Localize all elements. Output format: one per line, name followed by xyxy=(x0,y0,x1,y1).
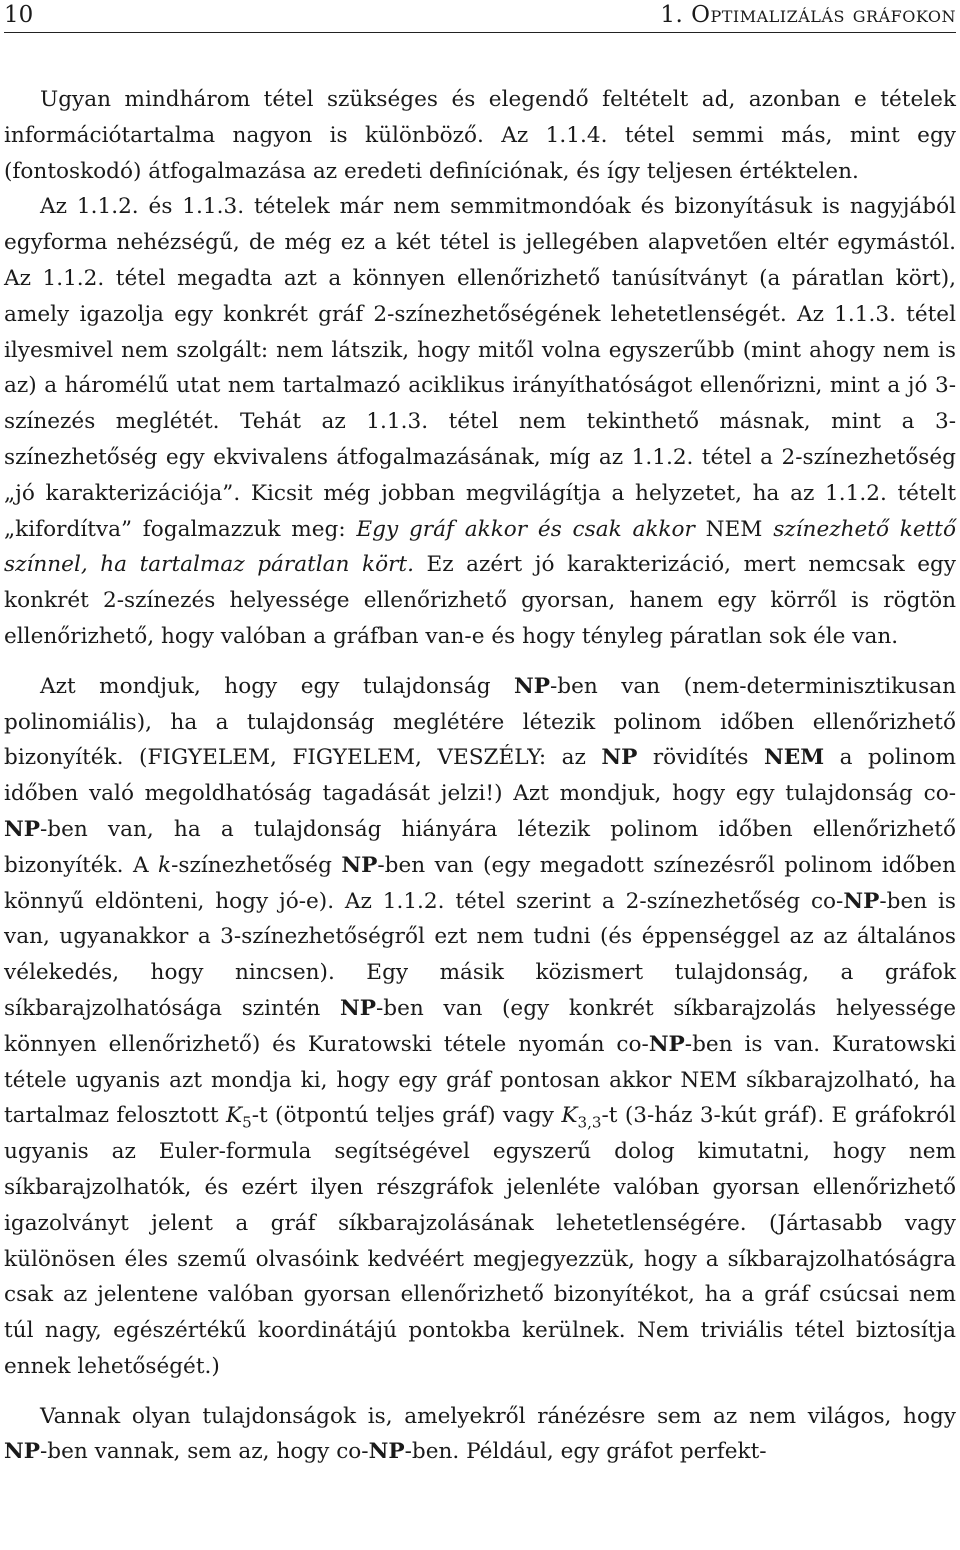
paragraph-3 xyxy=(4,669,956,1385)
paragraph-4 xyxy=(4,1399,956,1471)
np-term: NP xyxy=(4,816,40,842)
paragraph-3-text-j: -ben is van. Kuratowski tétele ugyanis azt mondja ki, hogy egy gráf pontosan akkor NEM síkbarajzolható, ha tartalmaz felosztott xyxy=(4,1031,956,1129)
paragraph-2-text-a: Az 1.1.2. és 1.1.3. tételek már nem semmitmondóak és bizonyításuk is nagyjából egyforma nehézségű, de még ez a két tétel is jellegében alapvetően eltér egymástól. Az 1.1.2. tétel megadta azt a könnyen ellenőrizhető tanúsítványt (a páratlan kört), amely igazolja egy konkrét gráf 2-színezhetőségének lehetetlenségét. Az 1.1.3. tétel ilyesmivel nem szolgált: nem látszik, hogy mitől volna egyszerűbb (mint ahogy nem is az) a háromélű utat nem tartalmazó aciklikus irányíthatóságot ellenőrizni, mint a jó 3-színezés meglétét. Tehát az 1.1.3. tétel nem tekinthető másnak, mint a 3-színezhetőség egy ekvivalens átfogalmazásának, míg az 1.1.2. tétel a 2-színezhetőség „jó karakterizációja”. Kicsit még jobban megvilágítja a helyzetet, ha az 1.1.2. tételt „kifordítva” fogalmazzuk meg: xyxy=(4,194,956,542)
k-variable: k xyxy=(158,852,172,878)
paragraph-3-text-f: -színezhetőség xyxy=(171,852,342,878)
paragraph-3-text-i: -ben van (egy konkrét síkbarajzolás helyessége könnyen ellenőrizhető) és Kuratowski tétele nyomán co- xyxy=(4,995,956,1057)
paragraph-2-italic-2: színezhető kettő színnel, ha tartalmaz páratlan kört. xyxy=(4,516,956,578)
k5-subscript: 5 xyxy=(242,1113,252,1132)
page-number: 10 xyxy=(4,2,34,28)
paragraph-3-text-e: -ben van, ha a tulajdonság hiányára létezik polinom időben ellenőrizhető bizonyíték. A xyxy=(4,816,956,878)
np-term: NP xyxy=(339,995,376,1021)
np-term: NP xyxy=(341,852,378,878)
paragraph-3-text-h: -ben is van, ugyanakkor a 3-színezhetőségről ezt nem tudni (és éppenséggel az az általános vélekedés, hogy nincsen). Egy másik közismert tulajdonság, a gráfok síkbarajzolhatósága szintén xyxy=(4,888,956,1021)
paragraph-1 xyxy=(4,82,956,189)
paragraph-2-italic-1: Egy gráf akkor és csak akkor xyxy=(356,516,695,542)
k5-symbol: K xyxy=(225,1103,243,1129)
page-header xyxy=(4,0,956,33)
running-title: 1. Optimalizálás gráfokon xyxy=(660,2,956,28)
np-term: NP xyxy=(368,1439,405,1465)
paragraph-3-text-g: -ben van (egy megadott színezésről polinom időben könnyű eldönteni, hogy jó-e). Az 1.1.2. tétel szerint a 2-színezhetőség co- xyxy=(4,852,956,914)
paragraph-3-text-c: rövidítés xyxy=(637,745,765,771)
paragraph-4-text-c: -ben. Például, egy gráfot perfekt- xyxy=(404,1439,767,1465)
paragraph-3-text-b: -ben van (nem-determinisztikusan polinomiális), ha a tulajdonság meglétére létezik polinom időben ellenőrizhető bizonyíték. (FIGYELEM, FIGYELEM, VESZÉLY: az xyxy=(4,673,956,771)
k33-symbol: K xyxy=(561,1103,578,1129)
paragraph-2-text-b: NEM xyxy=(694,516,774,542)
paragraph-3-text-d: a polinom időben való megoldhatóság tagadását jelzi!) Azt mondjuk, hogy egy tulajdonság co- xyxy=(4,745,956,807)
np-term: NP xyxy=(648,1031,685,1057)
paragraph-4-text-a: Vannak olyan tulajdonságok is, amelyekről ránézésre sem az nem világos, hogy xyxy=(40,1403,956,1429)
np-term: NP xyxy=(513,673,550,699)
np-term: NP xyxy=(4,1439,40,1465)
k33-subscript: 3,3 xyxy=(577,1113,602,1132)
paragraph-4-text-b: -ben vannak, sem az, hogy co- xyxy=(39,1439,369,1465)
paragraph-2 xyxy=(4,189,956,654)
paragraph-3-text-l: -t (3-ház 3-kút gráf). E gráfokról ugyanis az Euler-formula segítségével egyszerű dolog kimutatni, hogy nem síkbarajzolhatók, és ezért ilyen részgráfok jelenléte valóban gyorsan ellenőrizhető igazolványt jelent a gráf síkbarajzolásának lehetetlenségére. (Jártasabb vagy különösen éles szemű olvasóink kedvéért megjegyezzük, hogy a síkbarajzolhatóságra csak az jelentene valóban gyorsan ellenőrizhető bizonyítékot, ha a gráf csúcsai nem túl nagy, egészértékű koordinátájú pontokba kerülnek. Nem triviális tétel biztosítja ennek lehetőségét.) xyxy=(4,1103,956,1379)
paragraph-1-text: Ugyan mindhárom tétel szükséges és elegendő feltételt ad, azonban e tételek információtartalma nagyon is különböző. Az 1.1.4. tétel semmi más, mint egy (fontoskodó) átfogalmazása az eredeti definíciónak, és így teljesen értéktelen. xyxy=(4,87,956,184)
np-term: NP xyxy=(843,888,880,914)
nem-bold: NEM xyxy=(764,745,825,771)
paragraph-3-text-a: Azt mondjuk, hogy egy tulajdonság xyxy=(40,673,514,699)
np-term: NP xyxy=(601,745,638,771)
paragraph-3-text-k: -t (ötpontú teljes gráf) vagy xyxy=(251,1103,562,1129)
paragraph-2-text-c: Ez azért jó karakterizáció, mert nemcsak egy konkrét 2-színezés helyessége ellenőrizhető gyorsan, hanem egy körről is rögtön ellenőrizhető, hogy valóban a gráfban van-e és hogy tényleg páratlan sok éle van. xyxy=(4,552,957,649)
body-text xyxy=(4,82,956,1470)
